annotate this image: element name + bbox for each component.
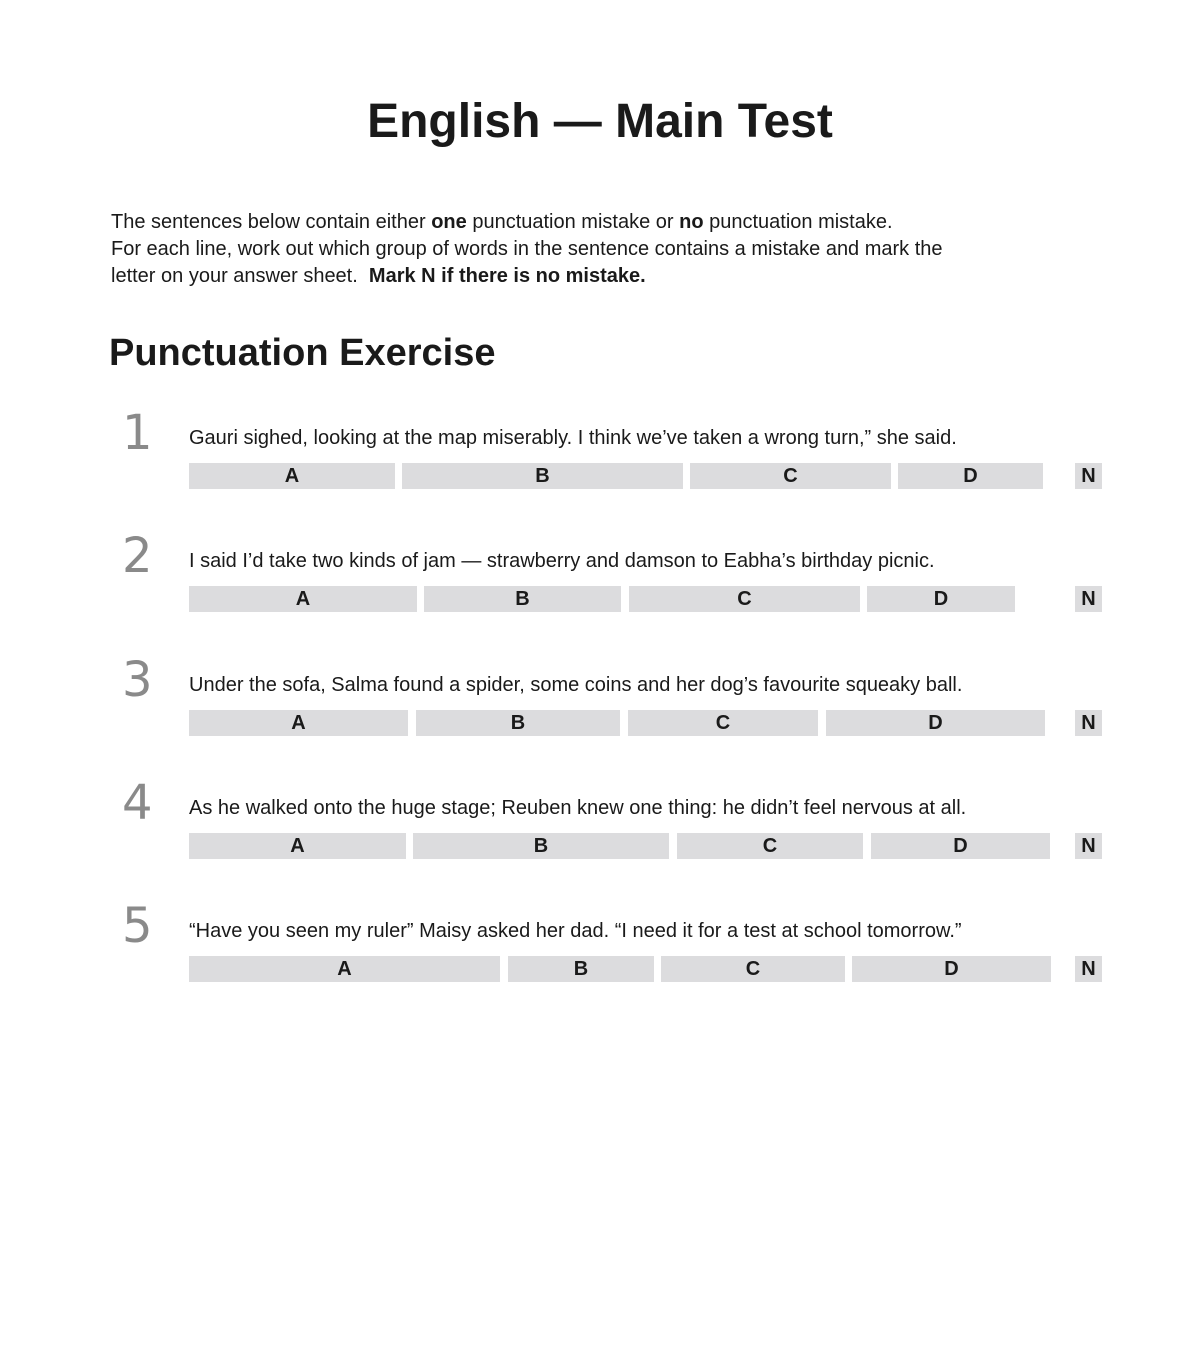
- instructions-emphasis: one: [431, 211, 467, 233]
- instructions-emphasis: Mark N if there is no mistake.: [368, 265, 646, 287]
- answer-option-n[interactable]: N: [1075, 463, 1102, 489]
- answer-option-a[interactable]: A: [189, 586, 417, 612]
- answer-option-a[interactable]: A: [189, 833, 406, 859]
- instructions-text: For each line, work out which group of words in the sentence contains a mistake and mark the: [111, 238, 943, 260]
- instructions: [111, 209, 1111, 290]
- answer-option-d[interactable]: D: [867, 586, 1015, 612]
- answer-option-b[interactable]: B: [413, 833, 669, 859]
- answer-option-c[interactable]: C: [629, 586, 860, 612]
- answer-option-c[interactable]: C: [690, 463, 891, 489]
- question-sentence: “Have you seen my ruler” Maisy asked her dad. “I need it for a test at school tomorrow.”: [189, 920, 962, 942]
- question-number: 4: [122, 775, 153, 831]
- answer-option-b[interactable]: B: [402, 463, 683, 489]
- answer-option-d[interactable]: D: [852, 956, 1051, 982]
- answer-option-d[interactable]: D: [898, 463, 1043, 489]
- answer-option-c[interactable]: C: [677, 833, 863, 859]
- question-number: 5: [122, 898, 153, 954]
- question-number: 2: [122, 528, 153, 584]
- instructions-emphasis: no: [679, 211, 704, 233]
- question-sentence: I said I’d take two kinds of jam — strawberry and damson to Eabha’s birthday picnic.: [189, 550, 935, 572]
- answer-option-b[interactable]: B: [416, 710, 620, 736]
- question-number: 1: [122, 405, 153, 461]
- page-title: English — Main Test: [367, 95, 833, 148]
- section-title: Punctuation Exercise: [109, 332, 496, 374]
- answer-option-n[interactable]: N: [1075, 833, 1102, 859]
- question-5: [0, 898, 1200, 996]
- question-sentence: Gauri sighed, looking at the map miserably. I think we’ve taken a wrong turn,” she said.: [189, 427, 957, 449]
- question-2: [0, 528, 1200, 626]
- question-sentence: Under the sofa, Salma found a spider, some coins and her dog’s favourite squeaky ball.: [189, 674, 963, 696]
- answer-option-a[interactable]: A: [189, 710, 408, 736]
- answer-option-b[interactable]: B: [508, 956, 654, 982]
- answer-option-n[interactable]: N: [1075, 710, 1102, 736]
- question-number: 3: [122, 652, 153, 708]
- instructions-text: punctuation mistake.: [703, 211, 893, 233]
- question-3: [0, 652, 1200, 750]
- instructions-text: The sentences below contain either: [111, 211, 432, 233]
- answer-option-d[interactable]: D: [871, 833, 1050, 859]
- answer-option-b[interactable]: B: [424, 586, 621, 612]
- question-sentence: As he walked onto the huge stage; Reuben knew one thing: he didn’t feel nervous at all.: [189, 797, 967, 819]
- answer-option-n[interactable]: N: [1075, 956, 1102, 982]
- answer-option-a[interactable]: A: [189, 956, 500, 982]
- instructions-text: punctuation mistake or: [466, 211, 680, 233]
- answer-option-a[interactable]: A: [189, 463, 395, 489]
- answer-option-n[interactable]: N: [1075, 586, 1102, 612]
- answer-option-c[interactable]: C: [628, 710, 818, 736]
- question-1: [0, 405, 1200, 503]
- question-4: [0, 775, 1200, 873]
- answer-option-d[interactable]: D: [826, 710, 1045, 736]
- answer-option-c[interactable]: C: [661, 956, 845, 982]
- instructions-text: letter on your answer sheet.: [111, 265, 369, 287]
